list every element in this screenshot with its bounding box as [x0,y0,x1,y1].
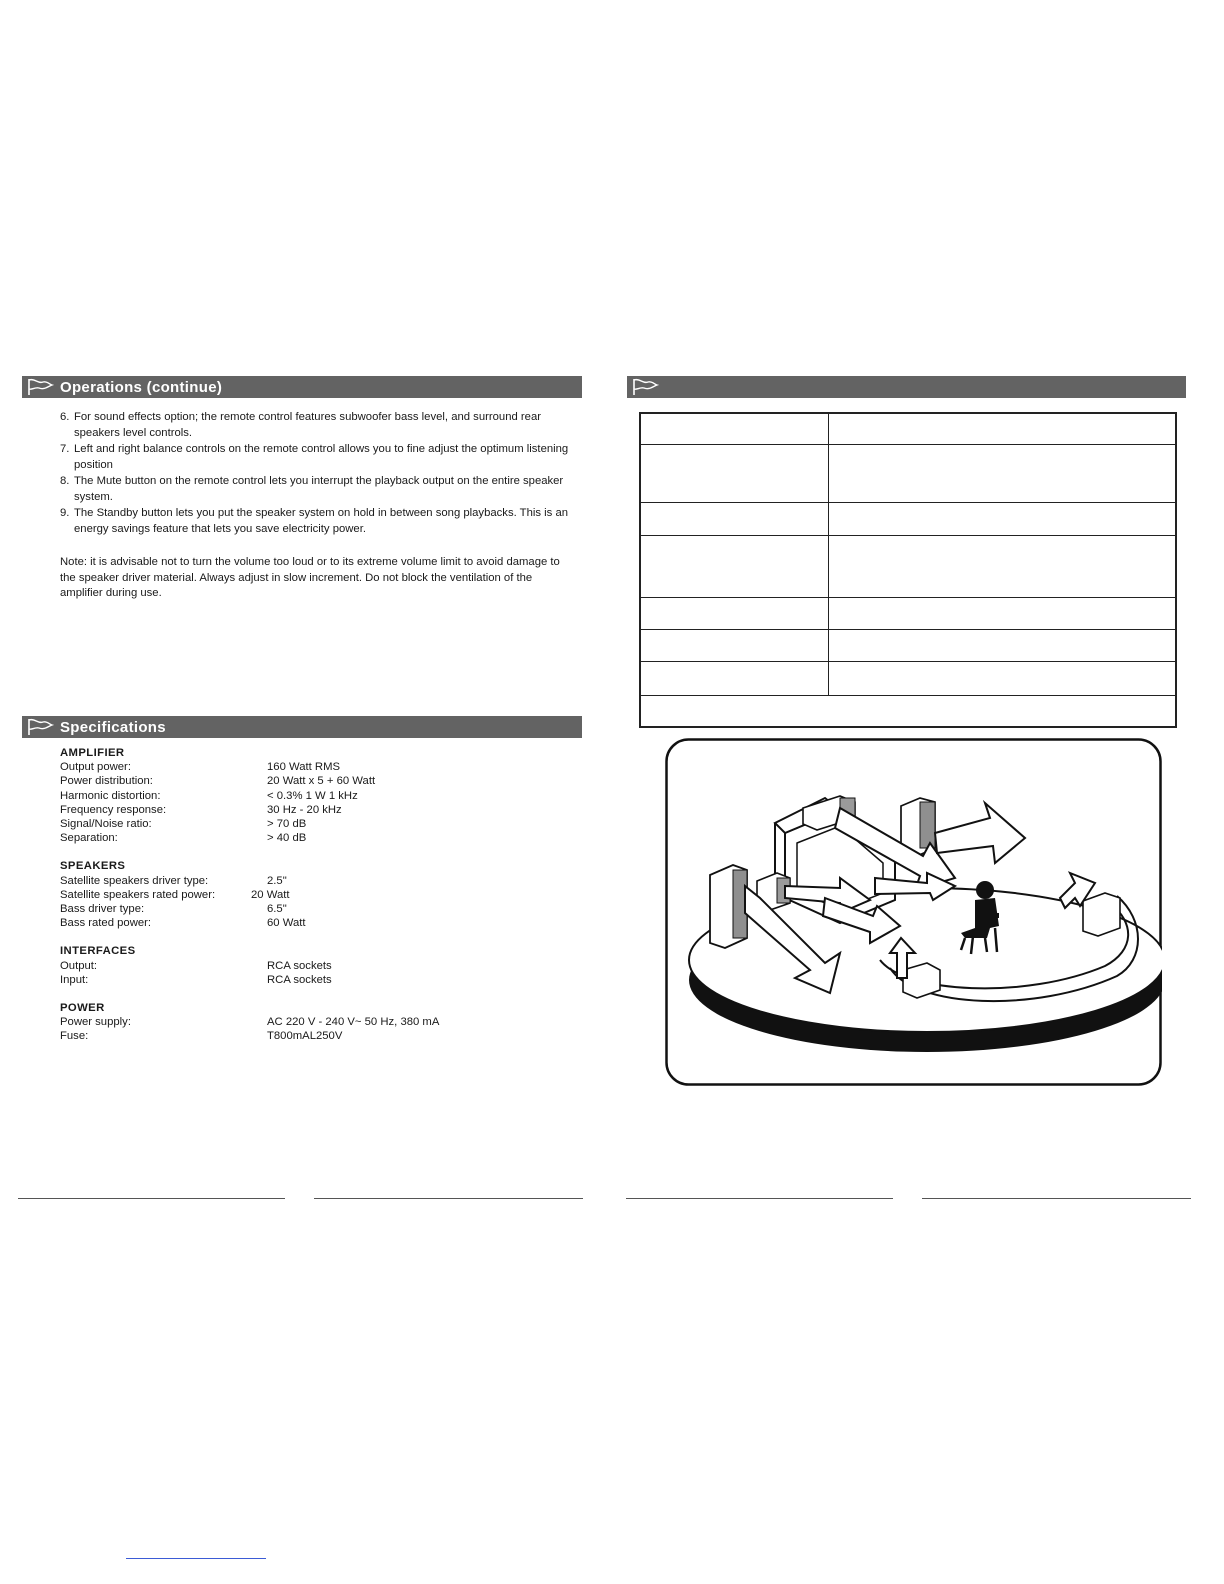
table-row [641,630,1175,662]
surround-sound-illustration [665,738,1162,1086]
spec-value: < 0.3% 1 W 1 kHz [267,789,358,802]
table-row [641,445,1175,503]
spec-value: > 70 dB [267,818,307,831]
spec-row [60,803,580,817]
table-cell [641,445,829,502]
spec-group-heading: AMPLIFIER [60,747,125,759]
spec-row [60,817,580,831]
spec-value: 160 Watt RMS [267,761,341,774]
spec-label: Satellite speakers rated power: [60,888,216,901]
table-row [641,696,1175,726]
table-cell [641,662,829,695]
spec-label: Signal/Noise ratio: [60,818,152,831]
spec-group-interfaces [60,944,580,987]
volume-note: Note: it is advisable not to turn the volume too loud or to its extreme volume limit to avoid damage to the speaker driver material. Always adjust in slow increment. Do not block the ventilation of the amplifier during use. [60,556,560,599]
spec-label: Separation: [60,832,118,845]
operations-header [22,376,582,398]
spec-value: T800mAL250V [267,1030,343,1043]
table-cell [829,445,1175,502]
spec-value: > 40 dB [267,832,307,845]
spec-value: RCA sockets [267,973,332,986]
item-text: The Standby button lets you put the speaker system on hold in between song playbacks. This is an energy savings feature that lets you save electricity power. [74,507,569,535]
table-cell [829,503,1175,535]
spec-label: Frequency response: [60,803,167,816]
spec-row [60,774,580,788]
table-cell [641,630,829,661]
table-row [641,503,1175,536]
spec-label: Output: [60,959,98,972]
specifications-title: Specifications [60,718,166,736]
list-item [60,473,580,505]
flag-icon [26,378,54,396]
spec-value: 20 Watt [251,888,290,901]
footer-rule [18,1198,285,1199]
table-cell [641,598,829,629]
spec-row [60,831,580,845]
item-text: For sound effects option; the remote control features subwoofer bass level, and surround rear speakers level controls. [74,411,541,439]
specifications-header [22,716,582,738]
spec-group-heading: POWER [60,1002,105,1015]
spec-group-speakers [60,859,580,930]
right-section-header [627,376,1186,398]
item-text: The Mute button on the remote control lets you interrupt the playback output on the entire speaker system. [74,475,564,503]
spec-value: 60 Watt [267,917,306,930]
spec-label: Harmonic distortion: [60,789,161,802]
table-cell [829,414,1175,444]
operations-title: Operations (continue) [60,378,223,396]
operations-list [60,409,580,537]
spec-group-amplifier [60,746,580,845]
spec-row [60,1029,580,1043]
empty-table [639,412,1177,728]
table-cell [829,536,1175,597]
spec-label: Satellite speakers driver type: [60,874,209,887]
table-cell [641,414,829,444]
table-cell [641,696,1175,726]
table-row [641,536,1175,598]
spec-row [60,973,580,987]
spec-label: Power distribution: [60,775,153,788]
table-row [641,598,1175,630]
spec-row [60,789,580,803]
table-cell [641,503,829,535]
spec-value: 20 Watt x 5 + 60 Watt [267,775,376,788]
spec-row [60,888,580,902]
spec-group-heading: INTERFACES [60,945,136,958]
item-number: 7. [60,443,70,455]
link-underline [126,1558,266,1559]
item-number: 6. [60,411,70,423]
spec-value: 30 Hz - 20 kHz [267,803,342,816]
spec-row [60,1015,580,1029]
spec-label: Bass rated power: [60,917,152,930]
spec-group-heading: SPEAKERS [60,860,126,873]
table-row [641,662,1175,696]
spec-label: Output power: [60,761,131,774]
spec-value: AC 220 V - 240 V~ 50 Hz, 380 mA [267,1016,440,1029]
spec-value: 6.5" [267,903,287,916]
table-cell [829,662,1175,695]
table-cell [829,598,1175,629]
table-row [641,414,1175,445]
list-item [60,441,580,473]
spec-value: RCA sockets [267,959,332,972]
item-number: 9. [60,507,70,519]
list-item [60,505,580,537]
spec-label: Fuse: [60,1030,89,1043]
spec-label: Power supply: [60,1016,131,1029]
specifications-list [60,746,580,1058]
flag-icon [631,378,659,396]
spec-row [60,959,580,973]
footer-rule [922,1198,1191,1199]
table-cell [641,536,829,597]
footer-rule [314,1198,583,1199]
flag-icon [26,718,54,736]
table-cell [829,630,1175,661]
footer-rule [626,1198,893,1199]
item-text: Left and right balance controls on the remote control allows you to fine adjust the optimum listening position [74,443,569,471]
item-number: 8. [60,475,70,487]
spec-label: Input: [60,973,89,986]
list-item [60,409,580,441]
spec-row [60,874,580,888]
spec-row [60,902,580,916]
spec-label: Bass driver type: [60,903,145,916]
spec-row [60,760,580,774]
spec-row [60,916,580,930]
spec-value: 2.5" [267,874,287,887]
spec-group-power [60,1001,580,1044]
